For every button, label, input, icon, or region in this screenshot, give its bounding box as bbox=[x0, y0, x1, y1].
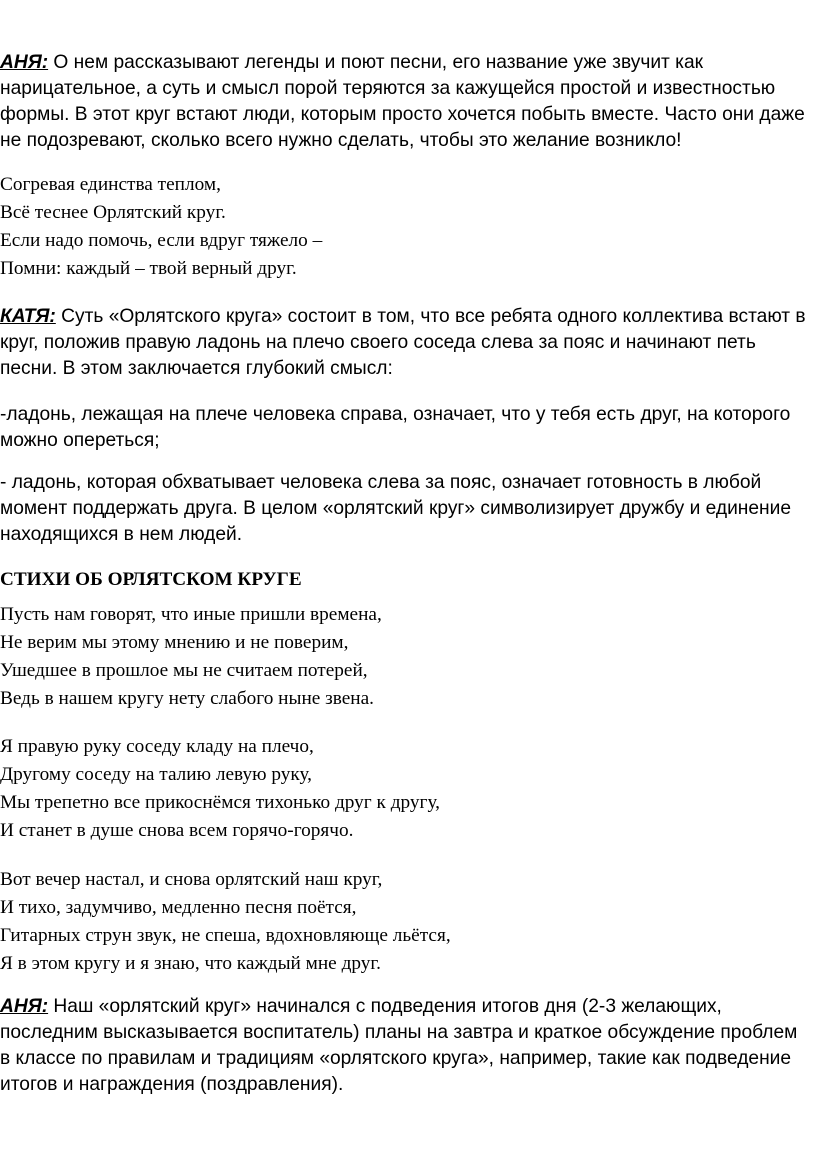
closing-text: Наш «орлятский круг» начинался с подведения итогов дня (2-3 желающих, последним высказывается воспитатель) планы на завтра и краткое обсуждение проблем в классе по правилам и традициям «орлятского круга», например, такие как подведение итогов и награждения (поздравления). bbox=[0, 996, 798, 1095]
speaker-label-anya: АНЯ: bbox=[0, 996, 49, 1017]
poem-line: И станет в душе снова всем горячо-горячо. bbox=[0, 820, 354, 841]
poem-stanza-1 bbox=[0, 601, 810, 713]
verse-line: Согревая единства теплом, bbox=[0, 174, 221, 195]
poem-line: Гитарных струн звук, не спеша, вдохновляюще льётся, bbox=[0, 925, 451, 946]
poem-line: Другому соседу на талию левую руку, bbox=[0, 764, 312, 785]
verse-line: Если надо помочь, если вдруг тяжело – bbox=[0, 230, 323, 251]
poem-line: Не верим мы этому мнению и не поверим, bbox=[0, 632, 349, 653]
poem-line: Мы трепетно все прикоснёмся тихонько друг к другу, bbox=[0, 792, 440, 813]
poem-line: Я в этом кругу и я знаю, что каждый мне друг. bbox=[0, 953, 381, 974]
poem-line: И тихо, задумчиво, медленно песня поётся, bbox=[0, 897, 357, 918]
verse-line: Помни: каждый – твой верный друг. bbox=[0, 258, 297, 279]
meaning-point-2: - ладонь, которая обхватывает человека слева за пояс, означает готовность в любой момент поддержать друга. В целом «орлятский круг» символизирует дружбу и единение находящихся в нем людей. bbox=[0, 472, 792, 545]
katya-text: Суть «Орлятского круга» состоит в том, что все ребята одного коллектива встают в круг, положив правую ладонь на плечо своего соседа слева за пояс и начинают петь песни. В этом заключается глубокий смысл: bbox=[0, 306, 806, 379]
poems-heading: СТИХИ ОБ ОРЛЯТСКОМ КРУГЕ bbox=[0, 569, 302, 590]
intro-paragraph bbox=[0, 50, 810, 154]
poem-stanza-2 bbox=[0, 733, 810, 845]
poem-stanza-3 bbox=[0, 866, 810, 978]
speaker-label-katya: КАТЯ: bbox=[0, 306, 56, 327]
katya-paragraph bbox=[0, 304, 810, 382]
verse-refrain bbox=[0, 171, 810, 283]
closing-paragraph bbox=[0, 994, 810, 1098]
poem-line: Ведь в нашем кругу нету слабого ныне звена. bbox=[0, 688, 374, 709]
verse-line: Всё теснее Орлятский круг. bbox=[0, 202, 226, 223]
poem-line: Я правую руку соседу кладу на плечо, bbox=[0, 736, 314, 757]
poem-line: Пусть нам говорят, что иные пришли времена, bbox=[0, 604, 382, 625]
poem-line: Ушедшее в прошлое мы не считаем потерей, bbox=[0, 660, 368, 681]
speaker-label-anya: АНЯ: bbox=[0, 52, 49, 73]
poem-line: Вот вечер настал, и снова орлятский наш круг, bbox=[0, 869, 383, 890]
intro-text: О нем рассказывают легенды и поют песни, его название уже звучит как нарицательное, а суть и смысл порой теряются за кажущейся простой и известностью формы. В этот круг встают люди, которым просто хочется побыть вместе. Часто они даже не подозревают, сколько всего нужно сделать, чтобы это желание возникло! bbox=[0, 52, 805, 151]
meaning-point-1: -ладонь, лежащая на плече человека справа, означает, что у тебя есть друг, на которого можно опереться; bbox=[0, 404, 791, 451]
